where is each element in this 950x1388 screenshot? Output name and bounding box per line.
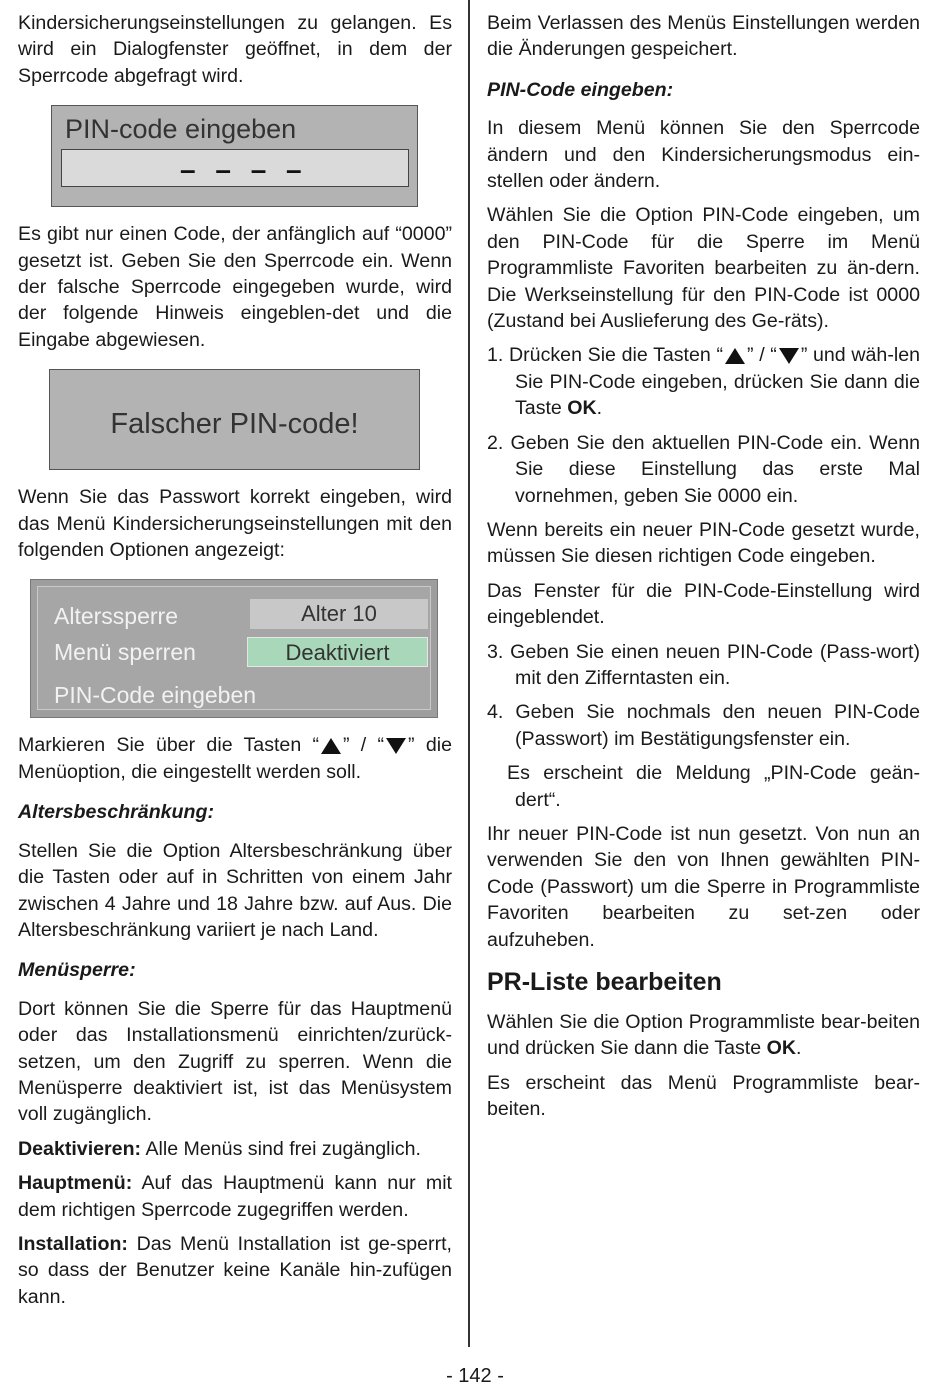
pin-code-heading: PIN-Code eingeben: [487, 78, 674, 101]
code-info-paragraph: Es gibt nur einen Code, der anfänglich auf “0000” gesetzt ist. Geben Sie den Sperrcode ein. Wenn der falsche Sperrcode eingegeben wurde, wird der folgende Hinweis eingeblen-det und die Eingabe abgewiesen. [18, 223, 452, 351]
wrong-pin-message-box [49, 369, 420, 470]
wrong-pin-text: Falscher PIN-code! [110, 408, 359, 441]
navigate-paragraph: Markieren Sie über die Tasten “ ” / “ ” die Menüoption, die eingestellt werden soll. [18, 734, 452, 783]
menu-item-age-lock: Alterssperre [54, 603, 178, 630]
pr-list-paragraph: Wählen Sie die Option Programmliste bear-beiten und drücken Sie dann die Taste OK. [487, 1011, 920, 1060]
pin-window-paragraph: Das Fenster für die PIN-Code-Einstellung wird eingeblendet. [487, 579, 920, 629]
menu-lock-paragraph: Dort können Sie die Sperre für das Hauptmenü oder das Installationsmenü einrichten/zurück-setzen, um den Zugriff zu sperren. Wenn die Menüsperre deaktiviert ist, ist das Menüsystem voll zugänglich. [18, 997, 452, 1126]
pin-menu-intro: In diesem Menü können Sie den Sperrcode ändern und den Kindersicherungsmodus ein-stellen oder ändern. [487, 117, 920, 193]
pin-changed-note: Es erscheint die Meldung „PIN-Code geän-dert“. [507, 762, 920, 811]
menu-lock-value: Deaktiviert [247, 637, 428, 667]
pin-option-paragraph: Wählen Sie die Option PIN-Code eingeben, um den PIN-Code für die Sperre im Menü Programmliste Favoriten bearbeiten zu än-dern. Die Werkseinstellung für den PIN-Code ist 0000 (Zustand bei Auslieferung des Ge-räts). [487, 204, 920, 333]
age-restriction-paragraph: Stellen Sie die Option Altersbeschränkung über die Tasten oder auf in Schritten von einem Jahr zwischen 4 Jahre und 18 Jahre bzw. auf Aus. Die Altersbeschränkung variiert je nach Land. [18, 839, 452, 941]
page-number: - 142 - [446, 1365, 504, 1387]
pin-dialog-title: PIN-code eingeben [65, 114, 297, 145]
pin-input-field [61, 149, 409, 187]
right-column [487, 10, 920, 1131]
pin-set-paragraph: Ihr neuer PIN-Code ist nun gesetzt. Von nun an verwenden Sie den von Ihnen gewählten PIN-Code (Passwort) um die Sperre in Programmliste Favoriten bearbeiten zu set-zen oder aufzuheben. [487, 822, 920, 951]
down-arrow-icon [386, 738, 406, 754]
step-3: 3. Geben Sie einen neuen PIN-Code (Pass-wort) mit den Zifferntasten ein. [487, 640, 920, 689]
save-on-exit-paragraph: Beim Verlassen des Menüs Einstellungen werden die Änderungen gespeichert. [487, 12, 920, 61]
up-arrow-icon [725, 348, 745, 364]
installation-paragraph: Installation: Das Menü Installation ist ge-sperrt, so dass der Benutzer keine Kanäle hin-zufügen kann. [18, 1232, 452, 1308]
column-divider [468, 0, 470, 1347]
age-restriction-heading: Altersbeschränkung: [18, 801, 214, 824]
left-column [18, 10, 452, 1318]
menu-item-pin-code: PIN-Code eingeben [54, 682, 257, 709]
deactivate-paragraph: Deaktivieren: Alle Menüs sind frei zugänglich. [18, 1137, 421, 1160]
pin-placeholder: – – – – [180, 154, 308, 186]
password-correct-paragraph: Wenn Sie das Passwort korrekt eingeben, wird das Menü Kindersicherungseinstellungen mit den folgenden Optionen angezeigt: [18, 486, 452, 562]
main-menu-paragraph: Hauptmenü: Auf das Hauptmenü kann nur mit dem richtigen Sperrcode zugegriffen werden. [18, 1172, 452, 1221]
down-arrow-icon [779, 348, 799, 364]
menu-item-menu-lock: Menü sperren [54, 639, 196, 666]
pr-list-heading: PR-Liste bearbeiten [487, 968, 722, 996]
menu-lock-heading: Menüsperre: [18, 959, 136, 982]
menu-panel [37, 586, 431, 710]
step-2: 2. Geben Sie den aktuellen PIN-Code ein. Wenn Sie diese Einstellung das erste Mal vornehmen, geben Sie 0000 ein. [487, 431, 920, 507]
pin-entry-dialog [51, 105, 418, 207]
parental-settings-menu [30, 579, 438, 718]
pr-list-menu-paragraph: Es erscheint das Menü Programmliste bear-beiten. [487, 1071, 920, 1121]
intro-paragraph: Kindersicherungseinstellungen zu gelangen. Es wird ein Dialogfenster geöffnet, in dem der Sperrcode abgefragt wird. [18, 12, 452, 87]
existing-code-paragraph: Wenn bereits ein neuer PIN-Code gesetzt wurde, müssen Sie diesen richtigen Code eingeben. [487, 518, 920, 568]
age-lock-value: Alter 10 [250, 599, 428, 629]
step-4: 4. Geben Sie nochmals den neuen PIN-Code (Passwort) im Bestätigungsfenster ein. [487, 701, 920, 750]
up-arrow-icon [321, 738, 341, 754]
step-1: 1. Drücken Sie die Tasten “ ” / “ ” und wäh-len Sie PIN-Code eingeben, drücken Sie dann die Taste OK. [487, 344, 920, 420]
